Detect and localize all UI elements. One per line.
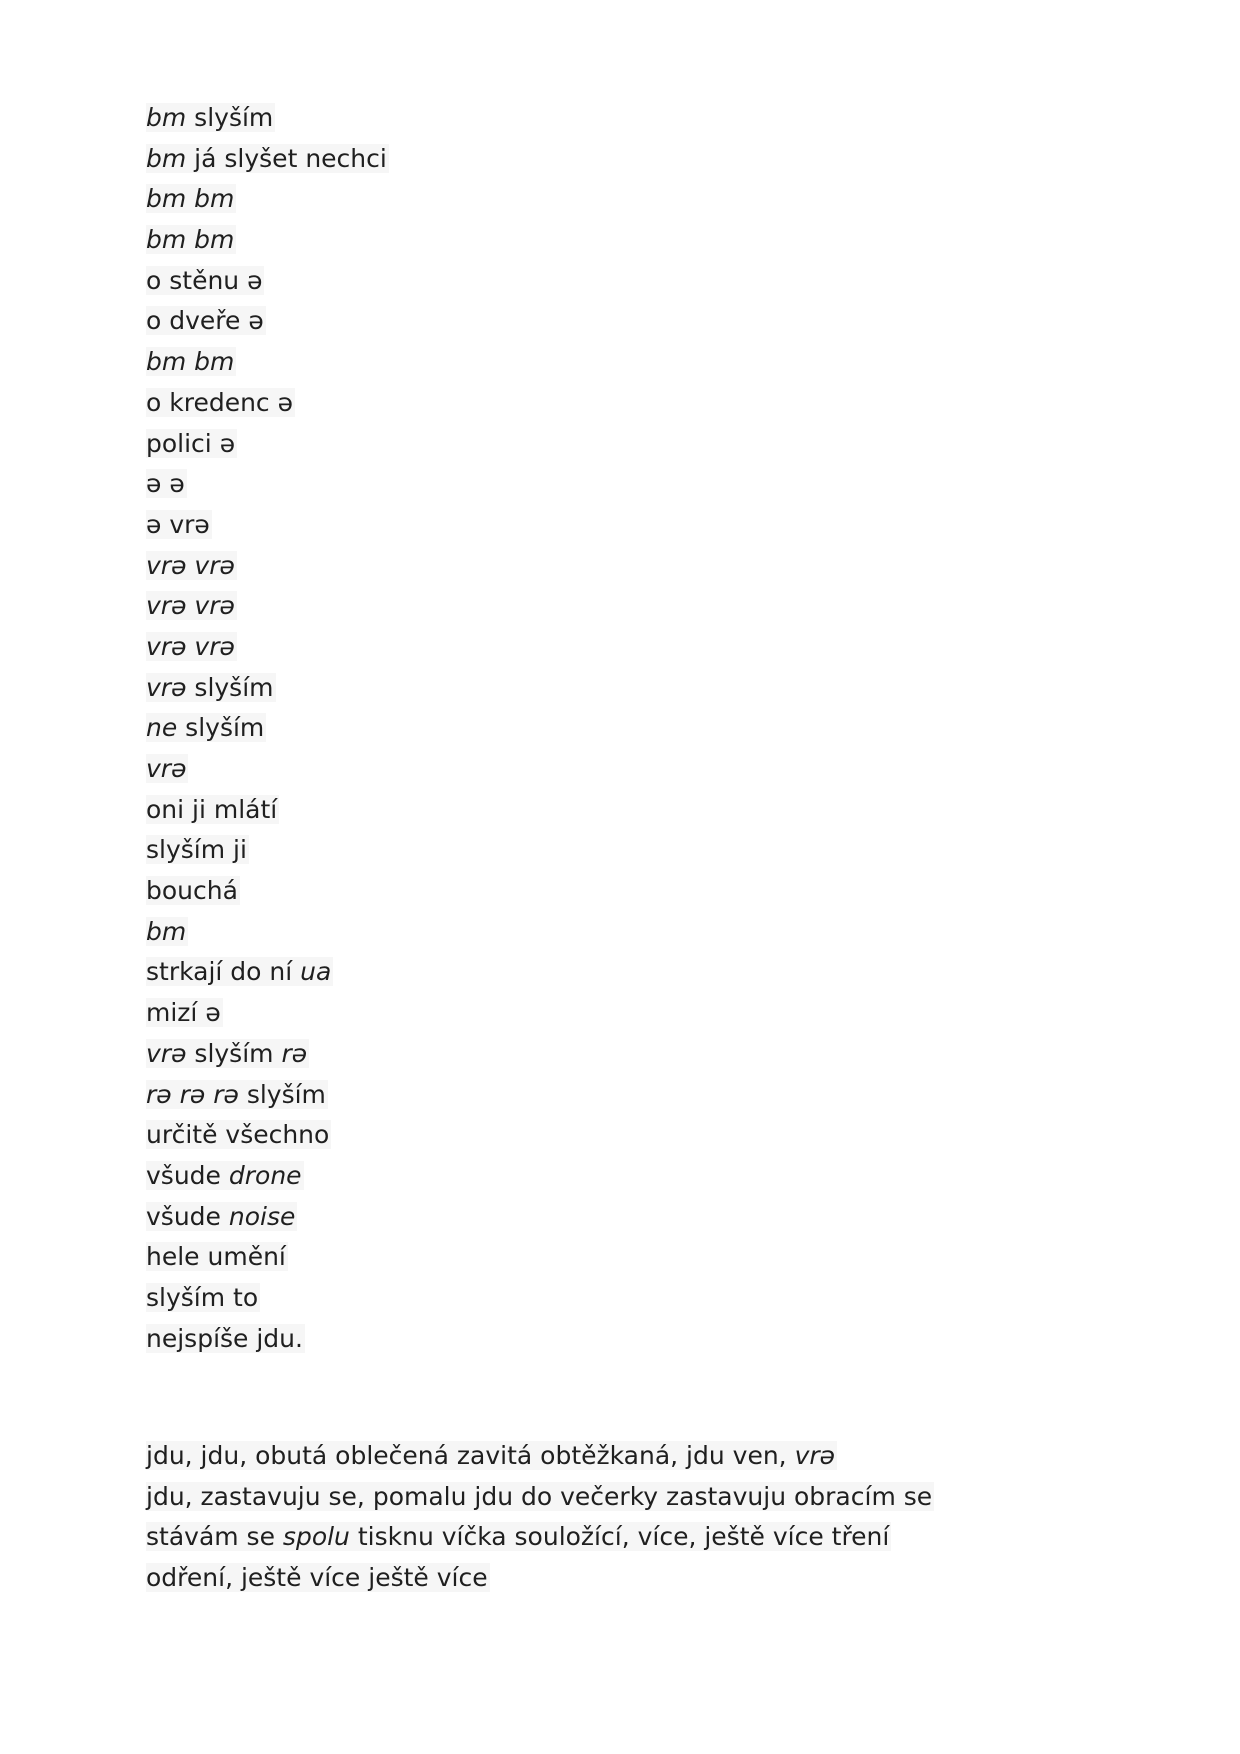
text-line [146,1237,389,1278]
text-line-content [146,429,237,458]
text-line-content [146,551,237,580]
text-segment: slyším [186,103,274,132]
text-segment: bouchá [146,876,238,906]
text-line-content [146,144,389,173]
text-line [146,301,389,342]
text-line [146,668,389,709]
text-line-content [146,1202,297,1231]
text-segment: o stěnu ə [146,265,263,295]
text-line [146,790,389,831]
text-line [146,98,389,139]
text-line [146,261,389,302]
text-line-content [146,835,249,864]
text-segment: slyším [186,672,274,702]
text-segment: slyším [186,1038,282,1068]
text-line [146,708,389,749]
text-segment: stávám se [146,1522,283,1552]
italic-text-segment: bm [146,103,187,132]
text-segment: strkají do ní [146,957,301,987]
italic-text-segment: vrə vrə [146,631,235,661]
text-line-content [146,1283,260,1312]
text-line-content [146,266,264,295]
text-line [146,1115,389,1156]
italic-text-segment: vrə [794,1441,836,1470]
text-line [146,1477,934,1518]
text-line-content [146,1522,891,1551]
text-line [146,505,389,546]
poem-block [146,98,389,1359]
text-line [146,627,389,668]
text-line [146,546,389,587]
text-line [146,1197,389,1238]
text-segment: slyším ji [146,835,247,865]
text-line-content [146,103,275,132]
text-segment: o kredenc ə [146,387,293,417]
text-line-content [146,469,187,498]
italic-text-segment: ne [146,713,178,743]
text-line [146,464,389,505]
text-line-content [146,1080,328,1109]
italic-text-segment: vrə vrə [146,550,235,580]
italic-text-segment: bm bm [146,347,235,377]
text-line-content [146,917,188,946]
text-line [146,912,389,953]
text-line-content [146,632,237,661]
text-line [146,139,389,180]
text-line [146,1319,389,1360]
text-line-content [146,1039,309,1068]
text-line-content [146,306,266,335]
italic-text-segment: rə [281,1038,308,1068]
text-segment: všude [146,1160,229,1190]
text-line [146,1436,934,1477]
text-segment: o dveře ə [146,306,264,336]
text-line [146,1034,389,1075]
text-segment: hele umění [146,1242,286,1272]
text-segment: slyším to [146,1282,259,1312]
italic-text-segment: vrə vrə [146,591,235,621]
text-segment: všude [146,1201,229,1231]
text-line-content [146,957,333,986]
text-line-content [146,713,266,742]
text-line-content [146,673,276,702]
italic-text-segment: spolu [282,1522,350,1552]
text-segment: ə vrə [146,509,210,539]
italic-text-segment: bm [146,143,187,173]
text-segment: já slyšet nechci [186,143,387,173]
italic-text-segment: vrə [146,754,187,783]
text-line [146,1075,389,1116]
text-segment: ə ə [146,469,185,499]
text-line [146,952,389,993]
text-line-content [146,1120,331,1149]
text-line-content [146,510,212,539]
text-segment: oni ji mlátí [146,794,278,824]
text-line-content [146,184,236,213]
text-line [146,342,389,383]
text-line-content [146,1324,305,1353]
text-line [146,830,389,871]
text-line [146,1278,389,1319]
text-line [146,179,389,220]
text-segment: mizí ə [146,998,221,1028]
text-line-content [146,1242,288,1271]
text-line-content [146,876,240,905]
text-line-content [146,1482,934,1511]
italic-text-segment: rə rə rə [146,1079,239,1109]
text-line-content [146,754,188,783]
italic-text-segment: ua [300,957,332,987]
text-line-content [146,347,236,376]
text-line [146,1558,934,1599]
text-line-content [146,1563,490,1592]
text-segment: polici ə [146,428,236,458]
italic-text-segment: bm bm [146,184,235,214]
text-line [146,586,389,627]
italic-text-segment: bm [146,916,187,946]
text-line [146,1517,934,1558]
text-segment: určitě všechno [146,1120,330,1150]
text-segment: odření, ještě více ještě více [146,1563,488,1593]
text-line [146,993,389,1034]
text-segment: jdu, zastavuju se, pomalu jdu do večerky zastavuju obracím se [146,1481,933,1511]
text-line-content [146,591,237,620]
text-line [146,749,389,790]
italic-text-segment: drone [228,1160,302,1190]
text-line [146,1156,389,1197]
prose-paragraph [146,1436,934,1599]
text-line [146,871,389,912]
text-segment: nejspíše jdu. [146,1323,303,1353]
text-segment: tisknu víčka souložící, více, ještě více tření [349,1522,890,1552]
text-segment: jdu, jdu, obutá oblečená zavitá obtěžkaná, jdu ven, [146,1441,795,1470]
text-line [146,383,389,424]
italic-text-segment: vrə [146,672,187,702]
text-segment: slyším [177,713,265,743]
text-line-content [146,795,279,824]
italic-text-segment: noise [228,1201,296,1231]
text-line-content [146,1441,837,1470]
text-line-content [146,1161,304,1190]
text-line [146,424,389,465]
text-line-content [146,998,223,1027]
text-line-content [146,388,295,417]
italic-text-segment: vrə [146,1038,187,1068]
text-line-content [146,225,236,254]
italic-text-segment: bm bm [146,225,235,255]
text-segment: slyším [238,1079,326,1109]
text-line [146,220,389,261]
